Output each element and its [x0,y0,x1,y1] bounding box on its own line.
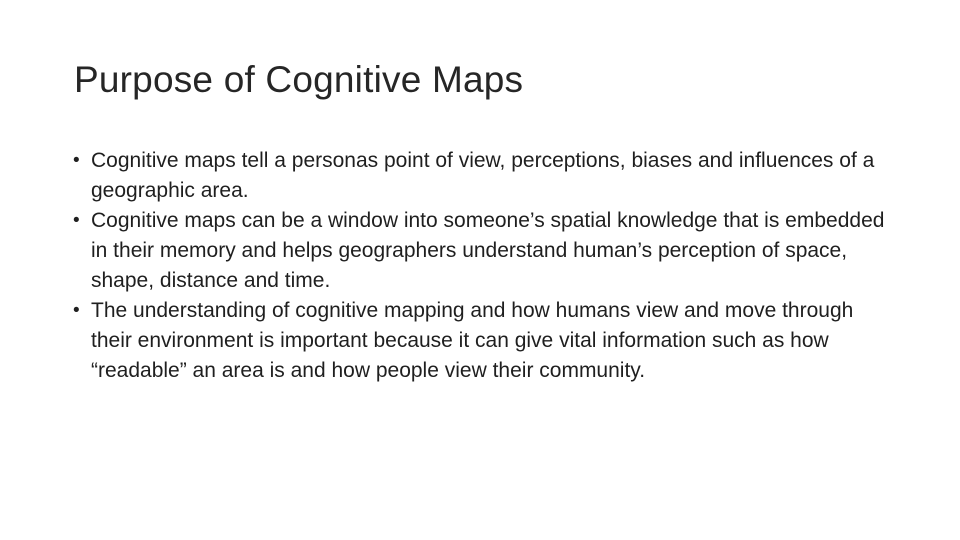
bullet-list [73,146,893,386]
bullet-dot-icon: • [73,300,80,321]
bullet-text: Cognitive maps can be a window into someone’s spatial knowledge that is embedded in their memory and helps geographers understand human’s perception of space, shape, distance and time. [91,209,885,292]
bullet-item [73,206,893,296]
bullet-text: The understanding of cognitive mapping and how humans view and move through their environment is important because it can give vital information such as how “readable” an area is and how people view their community. [91,299,854,382]
bullet-dot-icon: • [73,150,80,171]
bullet-text: Cognitive maps tell a personas point of view, perceptions, biases and influences of a geographic area. [91,149,875,202]
bullet-item [73,296,893,386]
bullet-dot-icon: • [73,210,80,231]
bullet-item [73,146,893,206]
slide-title: Purpose of Cognitive Maps [74,59,524,100]
